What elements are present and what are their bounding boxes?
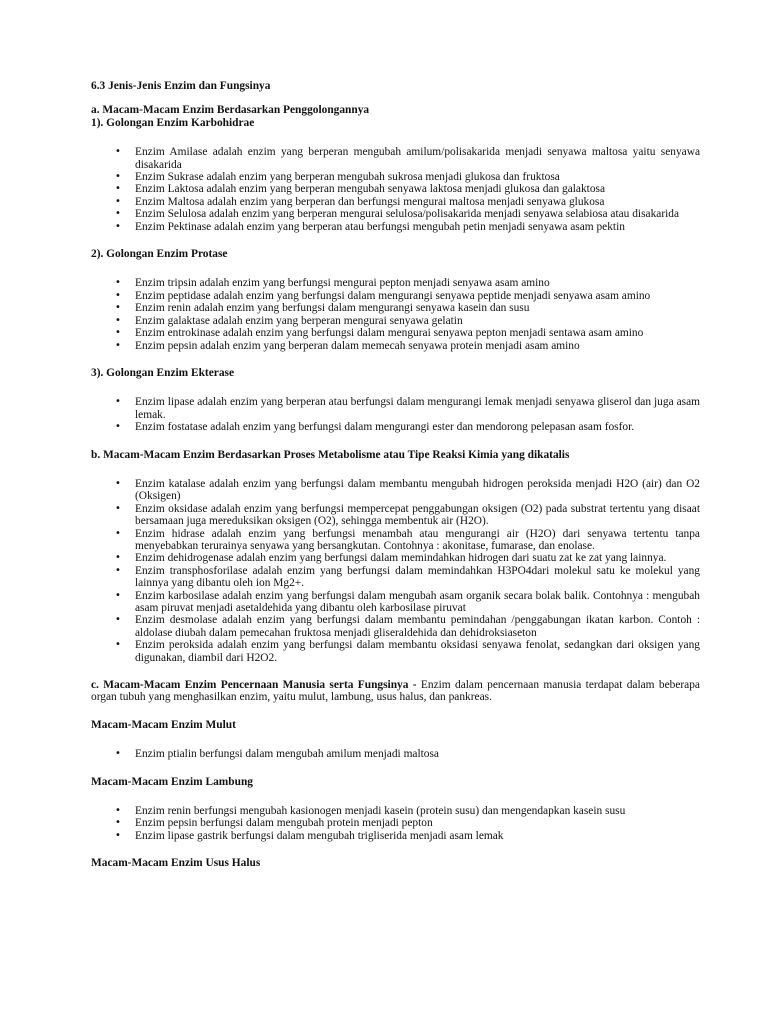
list-item: • Enzim pepsin berfungsi dalam mengubah protein menjadi pepton xyxy=(91,817,700,829)
section-c-paragraph xyxy=(91,679,700,704)
group-ekterase-heading: 3). Golongan Enzim Ekterase xyxy=(91,366,235,379)
list-item: • Enzim tripsin adalah enzim yang berfungsi mengurai pepton menjadi senyawa asam amino xyxy=(91,277,700,289)
metabolisme-list xyxy=(91,478,700,664)
list-item: • Enzim entrokinase adalah enzim yang berfungsi dalam mengurai senyawa pepton menjadi sentawa asam amino xyxy=(91,327,700,339)
lambung-list xyxy=(91,805,700,842)
list-item: • Enzim lipase gastrik berfungsi dalam mengubah trigliserida menjadi asam lemak xyxy=(91,830,700,842)
group-karbohidrae-heading: 1). Golongan Enzim Karbohidrae xyxy=(91,116,255,129)
list-item: • Enzim pepsin adalah enzim yang berperan dalam memecah senyawa protein menjadi asam amino xyxy=(91,340,700,352)
list-item: • Enzim renin berfungsi mengubah kasionogen menjadi kasein (protein susu) dan mengendapkan kasein susu xyxy=(91,805,700,817)
list-item: • Enzim Maltosa adalah enzim yang berperan dan berfungsi mengurai maltosa menjadi senyawa glukosa xyxy=(91,196,700,208)
list-item: • Enzim karbosilase adalah enzim yang berfungsi dalam mengubah asam organik secara bolak balik. Contohnya : mengubah asam piruvat menjadi asetaldehida yang dibantu oleh karbosilase piruvat xyxy=(91,590,700,615)
section-c-heading: c. Macam-Macam Enzim Pencernaan Manusia serta Fungsinya - xyxy=(91,679,417,692)
ekterase-list xyxy=(91,396,700,433)
list-item: • Enzim Laktosa adalah enzim yang berperan mengubah senyawa laktosa menjadi glukosa dan galaktosa xyxy=(91,183,700,195)
list-item: • Enzim renin adalah enzim yang berfungsi dalam mengurangi senyawa kasein dan susu xyxy=(91,302,700,314)
list-item: • Enzim Amilase adalah enzim yang berperan mengubah amilum/polisakarida menjadi senyawa maltosa yaitu senyawa disakarida xyxy=(91,146,700,171)
karbohidrae-list xyxy=(91,146,700,233)
document-title: 6.3 Jenis-Jenis Enzim dan Fungsinya xyxy=(91,80,271,92)
list-item: • Enzim peroksida adalah enzim yang berfungsi dalam membantu oksidasi senyawa fenolat, sedangkan dari oksigen yang digunakan, diambil dari H2O2. xyxy=(91,639,700,664)
list-item: • Enzim Sukrase adalah enzim yang berperan mengubah sukrosa menjadi glukosa dan fruktosa xyxy=(91,171,700,183)
group-protase-heading: 2). Golongan Enzim Protase xyxy=(91,248,228,261)
group-usus-halus-heading: Macam-Macam Enzim Usus Halus xyxy=(91,857,261,870)
list-item: • Enzim oksidase adalah enzim yang berfungsi mempercepat penggabungan oksigen (O2) pada substrat tertentu yang disaat bersamaan juga mereduksikan oksigen (O2), sehingga membentuk air (H2O). xyxy=(91,503,700,528)
list-item: • Enzim lipase adalah enzim yang berperan atau berfungsi dalam mengurangi lemak menjadi senyawa gliserol dan juga asam lemak. xyxy=(91,396,700,421)
list-item: • Enzim Pektinase adalah enzim yang berperan atau berfungsi mengubah petin menjadi senyawa asam pektin xyxy=(91,221,700,233)
protase-list xyxy=(91,277,700,351)
mulut-list xyxy=(91,748,700,760)
group-lambung-heading: Macam-Macam Enzim Lambung xyxy=(91,775,253,788)
list-item: • Enzim dehidrogenase adalah enzim yang berfungsi dalam memindahkan hidrogen dari suatu zat ke zat yang lainnya. xyxy=(91,552,700,564)
list-item: • Enzim desmolase adalah enzim yang berfungsi dalam membantu pemindahan /penggabungan ikatan karbon. Contoh : aldolase diubah dalam pemecahan fruktosa menjadi gliseraldehida dan dehidroksiaseton xyxy=(91,614,700,639)
list-item: • Enzim hidrase adalah enzim yang berfungsi menambah atau mengurangi air (H2O) dari senyawa tertentu tanpa menyebabkan terurainya senyawa yang bersangkutan. Contohnya : akonitase, fumarase, dan enolase. xyxy=(91,528,700,553)
group-mulut-heading: Macam-Macam Enzim Mulut xyxy=(91,718,236,731)
list-item: • Enzim katalase adalah enzim yang berfungsi dalam membantu mengubah hidrogen peroksida menjadi H2O (air) dan O2 (Oksigen) xyxy=(91,478,700,503)
list-item: • Enzim peptidase adalah enzim yang berfungsi dalam mengurangi senyawa peptide menjadi senyawa asam amino xyxy=(91,290,700,302)
section-b-heading: b. Macam-Macam Enzim Berdasarkan Proses Metabolisme atau Tipe Reaksi Kimia yang dikatalis xyxy=(91,448,570,461)
section-a-heading: a. Macam-Macam Enzim Berdasarkan Penggolongannya xyxy=(91,104,370,117)
list-item: • Enzim galaktase adalah enzim yang berperan mengurai senyawa gelatin xyxy=(91,315,700,327)
list-item: • Enzim Selulosa adalah enzim yang berperan mengurai selulosa/polisakarida menjadi senyawa selabiosa atau disakarida xyxy=(91,208,700,220)
list-item: • Enzim transphosforilase adalah enzim yang berfungsi dalam memindahkan H3PO4dari molekul satu ke molekul yang lainnya yang dibantu oleh ion Mg2+. xyxy=(91,565,700,590)
list-item: • Enzim ptialin berfungsi dalam mengubah amilum menjadi maltosa xyxy=(91,748,700,760)
section-c-intro: Enzim dalam pencernaan manusia terdapat dalam beberapa organ tubuh yang menghasilkan enzim, yaitu mulut, lambung, usus halus, dan pankreas. xyxy=(91,679,700,704)
list-item: • Enzim fostatase adalah enzim yang berfungsi dalam mengurangi ester dan mendorong pelepasan asam fosfor. xyxy=(91,421,700,433)
